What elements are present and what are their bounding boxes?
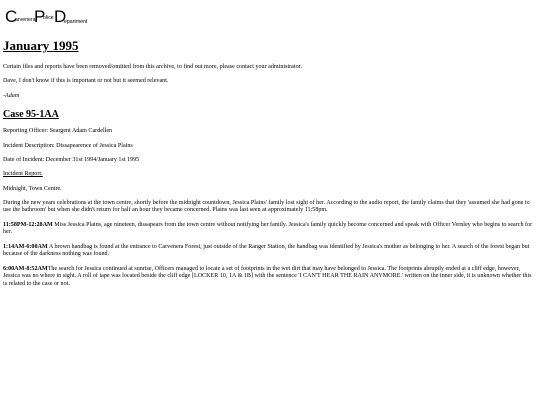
logo-word-arvenera: arvenera [15,17,36,23]
reporting-officer: Reporting Officer: Seargent Adam Cardellen [3,128,113,134]
logo-letter-p: P [34,7,46,26]
timeline-entry-time: 1:14AM-6:00AM [3,244,48,250]
archive-title: January 1995 [3,38,79,53]
timeline-entry [3,266,535,288]
department-logo [5,7,91,27]
timeline-entry [3,222,535,237]
archive-note: Dave, I don't know if this is important or not but it seemed relevant. [3,78,169,84]
logo-word-olice: olice [43,15,54,21]
logo-letter-d: D [54,7,67,26]
timeline-entry-text: Miss Jessica Plains, age nineteen, dissapears from the town centre without notifying her family. Jessica's family quickly become concerned and speak with Officer Vernley who begins to search for her. [3,222,533,236]
timeline-entry-text: A brown handbag is found at the entrance to Carvenera Forest, just outside of the Ranger Station, the handbag was identified by Jessica's mother as belonging to her. A search of the forest began but because of the darkness nothing was found. [3,244,530,258]
timeline-entry-time: 6:00AM-8:52AM [3,266,48,272]
case-title: Case 95-1AA [3,109,59,120]
incident-report-heading: Incident Report: [3,171,43,177]
incident-description: Incident Description: Dissapearence of Jessica Plains [3,143,133,149]
archive-signature: -Adam [3,93,20,99]
archive-notice: Certain files and reports have been removed/omitted from this archive, to find out more, please contact your administrator. [3,64,302,70]
incident-summary: During the new years celebrations at the town centre, shortly before the midnight countdown, Jessica Plains' family lost sight of her. According to the audio report, the family claims that they 'assumed she had gone to use the bathroom' but when she didn't return for half an hour they became concerned. Plains was last seen at approximately 11:58pm. [3,200,530,214]
date-of-incident: Date of Incident: December 31st 1994/January 1st 1995 [3,157,140,163]
incident-location: Midnight, Town Centre. [3,186,62,192]
logo-letter-c: C [5,7,18,26]
logo-word-epartment: epartment [64,19,88,25]
timeline-entry [3,244,535,259]
timeline-entry-time: 11:58PM-12:28AM [3,222,53,228]
timeline-entry-text: The search for Jessica continued at sunrise, Officers managed to locate a set of footprints in the wet dirt that may have belonged to Jessica. The footprints abruptly ended at a cliff edge, however, Jessica was no where in sight. A roll of tape was located beside the cliff edge [LOCKER 10, 1A & 1B] with the sentence 'I CAN'T HEAR THE RAIN ANYMORE.' written on the inner side, it is unknown whether this is related to the case or not. [3,266,532,287]
